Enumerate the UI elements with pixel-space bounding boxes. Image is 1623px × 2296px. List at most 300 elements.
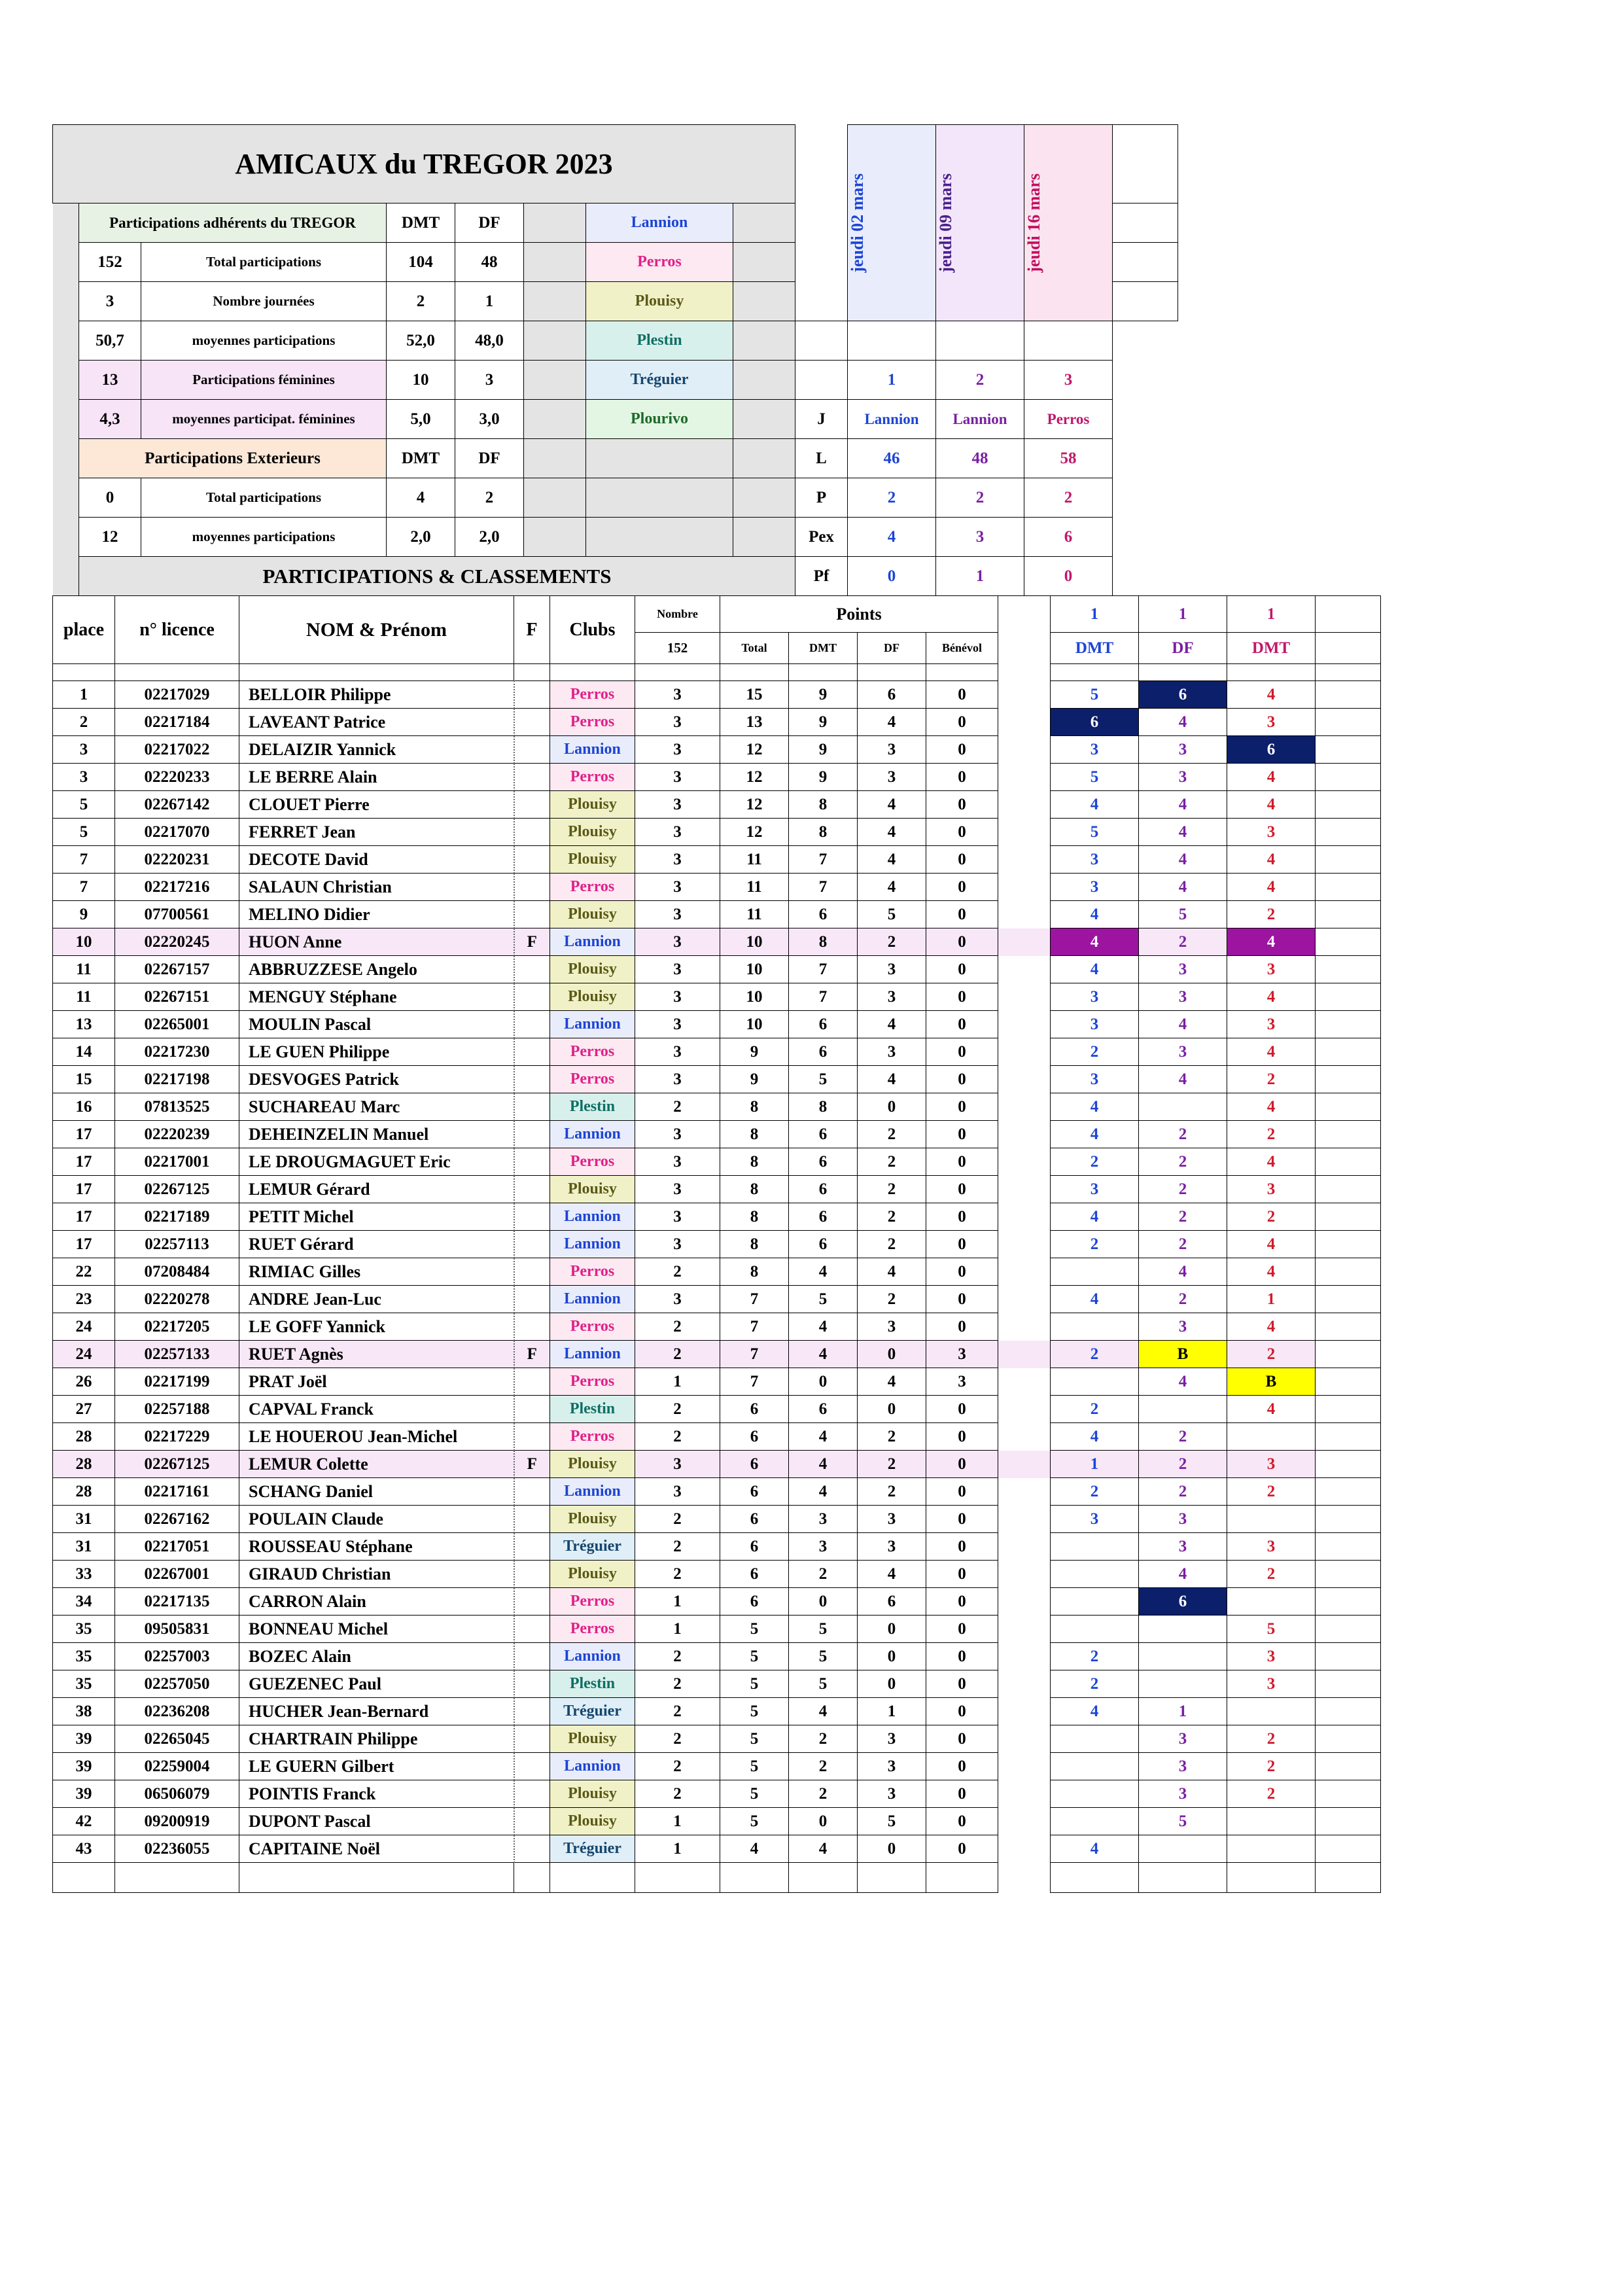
ext-col-dmt: DMT bbox=[387, 439, 455, 478]
cell-name: LE GUEN Philippe bbox=[239, 1038, 514, 1066]
cell-club: Plouisy bbox=[550, 846, 635, 874]
row-end bbox=[1316, 681, 1381, 709]
table-row[interactable] bbox=[53, 1753, 1381, 1780]
cell-day2: 2 bbox=[1139, 1203, 1227, 1231]
row-end bbox=[1316, 709, 1381, 736]
cell-name: ANDRE Jean-Luc bbox=[239, 1286, 514, 1313]
table-row[interactable] bbox=[53, 1616, 1381, 1643]
cell-f bbox=[514, 1506, 550, 1533]
cell-club: Plestin bbox=[550, 1670, 635, 1698]
cell-benevol: 0 bbox=[926, 874, 998, 901]
cell-day1: 2 bbox=[1051, 1038, 1139, 1066]
club-treguier: Tréguier bbox=[586, 361, 733, 400]
top-section bbox=[52, 124, 1178, 596]
table-row[interactable] bbox=[53, 1093, 1381, 1121]
table-row[interactable] bbox=[53, 928, 1381, 956]
daystat-count-2: 1 bbox=[1139, 596, 1227, 633]
cell-total: 13 bbox=[720, 709, 789, 736]
cell-nombre: 3 bbox=[635, 709, 720, 736]
cell-df: 6 bbox=[858, 1588, 926, 1616]
cell-benevol: 0 bbox=[926, 1616, 998, 1643]
cell-name: POINTIS Franck bbox=[239, 1780, 514, 1808]
cell-f bbox=[514, 1231, 550, 1258]
cell-f bbox=[514, 1643, 550, 1670]
cell-club: Plouisy bbox=[550, 819, 635, 846]
cell-nombre: 3 bbox=[635, 1011, 720, 1038]
cell-benevol: 0 bbox=[926, 1258, 998, 1286]
cell-dmt: 3 bbox=[789, 1506, 858, 1533]
daystat-P-2: 48 bbox=[936, 439, 1024, 478]
header-total: Total bbox=[720, 633, 789, 664]
cell-day3: 4 bbox=[1227, 928, 1316, 956]
cell-total: 7 bbox=[720, 1368, 789, 1396]
cell-dmt: 4 bbox=[789, 1341, 858, 1368]
cell-place: 35 bbox=[53, 1643, 115, 1670]
table-row[interactable] bbox=[53, 1066, 1381, 1093]
cell-licence: 02217199 bbox=[115, 1368, 239, 1396]
cell-f bbox=[514, 1808, 550, 1835]
cell-licence: 06506079 bbox=[115, 1780, 239, 1808]
cell-club: Plouisy bbox=[550, 791, 635, 819]
cell-place: 14 bbox=[53, 1038, 115, 1066]
spreadsheet bbox=[52, 124, 1459, 1893]
cell-licence: 02257003 bbox=[115, 1643, 239, 1670]
table-row[interactable] bbox=[53, 1698, 1381, 1725]
cell-benevol: 0 bbox=[926, 1725, 998, 1753]
participations-feminines-df: 3 bbox=[455, 361, 524, 400]
row-end bbox=[1316, 1753, 1381, 1780]
cell-day2: 3 bbox=[1139, 1313, 1227, 1341]
total-participations-label: Total participations bbox=[141, 243, 387, 282]
cell-day2: 4 bbox=[1139, 874, 1227, 901]
row-end bbox=[1316, 956, 1381, 983]
row-spacer bbox=[998, 1698, 1051, 1725]
table-row[interactable] bbox=[53, 846, 1381, 874]
cell-day3: 2 bbox=[1227, 1203, 1316, 1231]
row-spacer bbox=[998, 1561, 1051, 1588]
empty-cell bbox=[1113, 125, 1178, 203]
cell-day1: 1 bbox=[1051, 1451, 1139, 1478]
daystat-label-Pex: Pex bbox=[795, 518, 848, 557]
cell-club: Perros bbox=[550, 1038, 635, 1066]
daystat-label-L: L bbox=[795, 439, 848, 478]
table-row[interactable] bbox=[53, 1231, 1381, 1258]
cell-f bbox=[514, 1286, 550, 1313]
row-spacer bbox=[998, 1093, 1051, 1121]
cell-day2: 2 bbox=[1139, 1121, 1227, 1148]
cell-benevol: 0 bbox=[926, 1698, 998, 1725]
cell-benevol: 0 bbox=[926, 709, 998, 736]
row-end bbox=[1316, 1396, 1381, 1423]
table-row[interactable] bbox=[53, 1396, 1381, 1423]
cell-day3: 4 bbox=[1227, 791, 1316, 819]
table-row[interactable] bbox=[53, 1506, 1381, 1533]
cell-benevol: 0 bbox=[926, 1148, 998, 1176]
cell-club: Perros bbox=[550, 1313, 635, 1341]
row-spacer bbox=[998, 983, 1051, 1011]
table-row[interactable] bbox=[53, 1121, 1381, 1148]
cell-place: 11 bbox=[53, 956, 115, 983]
table-row[interactable] bbox=[53, 1038, 1381, 1066]
cell-club: Perros bbox=[550, 1066, 635, 1093]
club-lannion: Lannion bbox=[586, 203, 733, 243]
cell-place: 26 bbox=[53, 1368, 115, 1396]
cell-day2: 4 bbox=[1139, 1066, 1227, 1093]
cell-df: 5 bbox=[858, 1808, 926, 1835]
table-row[interactable] bbox=[53, 1258, 1381, 1286]
cell-nombre: 2 bbox=[635, 1506, 720, 1533]
cell-day3: 4 bbox=[1227, 846, 1316, 874]
cell-name: DEHEINZELIN Manuel bbox=[239, 1121, 514, 1148]
cell-nombre: 3 bbox=[635, 901, 720, 928]
cell-place: 24 bbox=[53, 1341, 115, 1368]
table-row[interactable] bbox=[53, 1148, 1381, 1176]
cell-club: Plouisy bbox=[550, 1176, 635, 1203]
cell-day2: 4 bbox=[1139, 1368, 1227, 1396]
cell-licence: 02257113 bbox=[115, 1231, 239, 1258]
table-row[interactable] bbox=[53, 1808, 1381, 1835]
cell-licence: 02267151 bbox=[115, 983, 239, 1011]
row-spacer bbox=[998, 1121, 1051, 1148]
nombre-journees-df: 1 bbox=[455, 282, 524, 321]
cell-day2: 2 bbox=[1139, 1286, 1227, 1313]
cell-name: LE DROUGMAGUET Eric bbox=[239, 1148, 514, 1176]
cell-licence: 02217230 bbox=[115, 1038, 239, 1066]
table-row[interactable] bbox=[53, 1670, 1381, 1698]
cell-df: 4 bbox=[858, 1368, 926, 1396]
cell-day2: 2 bbox=[1139, 1451, 1227, 1478]
daystat-count-1: 1 bbox=[1051, 596, 1139, 633]
cell-name: HUON Anne bbox=[239, 928, 514, 956]
header-df: DF bbox=[858, 633, 926, 664]
cell-nombre: 2 bbox=[635, 1670, 720, 1698]
cell-total: 10 bbox=[720, 956, 789, 983]
cell-day3: 6 bbox=[1227, 736, 1316, 764]
cell-dmt: 2 bbox=[789, 1753, 858, 1780]
cell-day3: 3 bbox=[1227, 819, 1316, 846]
cell-dmt: 0 bbox=[789, 1808, 858, 1835]
table-row[interactable] bbox=[53, 956, 1381, 983]
cell-benevol: 0 bbox=[926, 819, 998, 846]
cell-benevol: 0 bbox=[926, 1203, 998, 1231]
table-row[interactable] bbox=[53, 1835, 1381, 1863]
table-row[interactable] bbox=[53, 736, 1381, 764]
header-licence: n° licence bbox=[115, 596, 239, 664]
cell-df: 0 bbox=[858, 1396, 926, 1423]
daystat-L-1: Lannion bbox=[848, 400, 936, 439]
cell-club: Lannion bbox=[550, 1753, 635, 1780]
cell-place: 5 bbox=[53, 791, 115, 819]
cell-day1 bbox=[1051, 1780, 1139, 1808]
row-spacer bbox=[998, 1533, 1051, 1561]
table-row[interactable] bbox=[53, 681, 1381, 709]
row-spacer bbox=[998, 956, 1051, 983]
moy-participations-label: moyennes participations bbox=[141, 321, 387, 361]
cell-name: DECOTE David bbox=[239, 846, 514, 874]
cell-nombre: 3 bbox=[635, 764, 720, 791]
row-spacer bbox=[998, 901, 1051, 928]
cell-day2: 2 bbox=[1139, 1176, 1227, 1203]
table-row[interactable] bbox=[53, 901, 1381, 928]
cell-nombre: 1 bbox=[635, 1588, 720, 1616]
cell-club: Lannion bbox=[550, 736, 635, 764]
spacer bbox=[795, 125, 848, 203]
table-row[interactable] bbox=[53, 1176, 1381, 1203]
adherents-header: Participations adhérents du TREGOR bbox=[79, 203, 387, 243]
cell-day1: 4 bbox=[1051, 928, 1139, 956]
cell-nombre: 3 bbox=[635, 1203, 720, 1231]
cell-licence: 02236208 bbox=[115, 1698, 239, 1725]
row-spacer bbox=[998, 1423, 1051, 1451]
row-end bbox=[1316, 1203, 1381, 1231]
table-row[interactable] bbox=[53, 1561, 1381, 1588]
cell-nombre: 3 bbox=[635, 819, 720, 846]
cell-f: F bbox=[514, 928, 550, 956]
daystat-label-Pf: Pf bbox=[795, 557, 848, 596]
cell-day2: 4 bbox=[1139, 1258, 1227, 1286]
cell-licence: 02217229 bbox=[115, 1423, 239, 1451]
cell-benevol: 0 bbox=[926, 1423, 998, 1451]
cell-dmt: 4 bbox=[789, 1835, 858, 1863]
cell-dmt: 6 bbox=[789, 1038, 858, 1066]
cell-club: Lannion bbox=[550, 1231, 635, 1258]
cell-place: 17 bbox=[53, 1121, 115, 1148]
cell-dmt: 7 bbox=[789, 983, 858, 1011]
cell-day3: 3 bbox=[1227, 1011, 1316, 1038]
table-row[interactable] bbox=[53, 1203, 1381, 1231]
cell-licence: 02265001 bbox=[115, 1011, 239, 1038]
cell-name: LE GOFF Yannick bbox=[239, 1313, 514, 1341]
cell-nombre: 3 bbox=[635, 1286, 720, 1313]
cell-dmt: 0 bbox=[789, 1588, 858, 1616]
table-row[interactable] bbox=[53, 1725, 1381, 1753]
cell-nombre: 2 bbox=[635, 1725, 720, 1753]
cell-df: 2 bbox=[858, 1423, 926, 1451]
row-spacer bbox=[998, 1011, 1051, 1038]
cell-day3: 2 bbox=[1227, 1341, 1316, 1368]
cell-day3: 4 bbox=[1227, 1093, 1316, 1121]
table-row[interactable] bbox=[53, 791, 1381, 819]
cell-licence: 02267157 bbox=[115, 956, 239, 983]
table-row[interactable] bbox=[53, 1533, 1381, 1561]
cell-place: 39 bbox=[53, 1780, 115, 1808]
cell-benevol: 0 bbox=[926, 1121, 998, 1148]
cell-place: 17 bbox=[53, 1203, 115, 1231]
cell-benevol: 0 bbox=[926, 846, 998, 874]
daystat-type-2: DF bbox=[1139, 633, 1227, 664]
cell-benevol: 3 bbox=[926, 1368, 998, 1396]
cell-day3: 3 bbox=[1227, 709, 1316, 736]
daystat-type-1: DMT bbox=[1051, 633, 1139, 664]
daystat-label-J: J bbox=[795, 400, 848, 439]
table-row[interactable] bbox=[53, 1341, 1381, 1368]
row-end bbox=[1316, 1835, 1381, 1863]
cell-benevol: 0 bbox=[926, 1753, 998, 1780]
row-spacer bbox=[998, 1368, 1051, 1396]
cell-nombre: 3 bbox=[635, 1231, 720, 1258]
cell-day1 bbox=[1051, 1588, 1139, 1616]
cell-place: 38 bbox=[53, 1698, 115, 1725]
cell-day3: 5 bbox=[1227, 1616, 1316, 1643]
cell-f bbox=[514, 736, 550, 764]
cell-name: LAVEANT Patrice bbox=[239, 709, 514, 736]
table-row[interactable] bbox=[53, 1286, 1381, 1313]
cell-licence: 02217051 bbox=[115, 1533, 239, 1561]
table-row[interactable] bbox=[53, 709, 1381, 736]
cell-licence: 02267125 bbox=[115, 1451, 239, 1478]
cell-df: 2 bbox=[858, 1451, 926, 1478]
table-row[interactable] bbox=[53, 983, 1381, 1011]
total-participations-value: 152 bbox=[79, 243, 141, 282]
cell-nombre: 3 bbox=[635, 928, 720, 956]
cell-place: 27 bbox=[53, 1396, 115, 1423]
cell-day1: 4 bbox=[1051, 1698, 1139, 1725]
cell-name: LE HOUEROU Jean-Michel bbox=[239, 1423, 514, 1451]
cell-f bbox=[514, 1258, 550, 1286]
cell-club: Perros bbox=[550, 1258, 635, 1286]
cell-day2 bbox=[1139, 1643, 1227, 1670]
cell-place: 11 bbox=[53, 983, 115, 1011]
row-spacer bbox=[998, 709, 1051, 736]
cell-benevol: 0 bbox=[926, 1451, 998, 1478]
nombre-journees-label: Nombre journées bbox=[141, 282, 387, 321]
cell-day2: 3 bbox=[1139, 1753, 1227, 1780]
cell-name: RUET Agnès bbox=[239, 1341, 514, 1368]
table-row[interactable] bbox=[53, 1313, 1381, 1341]
table-row[interactable] bbox=[53, 1588, 1381, 1616]
cell-df: 4 bbox=[858, 1561, 926, 1588]
margin bbox=[53, 203, 79, 243]
cell-name: CARRON Alain bbox=[239, 1588, 514, 1616]
cell-df: 2 bbox=[858, 1121, 926, 1148]
table-row[interactable] bbox=[53, 764, 1381, 791]
cell-licence: 07813525 bbox=[115, 1093, 239, 1121]
table-row[interactable] bbox=[53, 1643, 1381, 1670]
table-row[interactable] bbox=[53, 1451, 1381, 1478]
table-row[interactable] bbox=[53, 1011, 1381, 1038]
cell-dmt: 8 bbox=[789, 1093, 858, 1121]
cell-dmt: 6 bbox=[789, 901, 858, 928]
cell-licence: 02220239 bbox=[115, 1121, 239, 1148]
cell-club: Plouisy bbox=[550, 956, 635, 983]
cell-dmt: 3 bbox=[789, 1533, 858, 1561]
table-row[interactable] bbox=[53, 874, 1381, 901]
table-row[interactable] bbox=[53, 1478, 1381, 1506]
row-end bbox=[1316, 901, 1381, 928]
cell-day3: 2 bbox=[1227, 1478, 1316, 1506]
row-spacer bbox=[998, 819, 1051, 846]
cell-licence: 02220245 bbox=[115, 928, 239, 956]
cell-total: 7 bbox=[720, 1313, 789, 1341]
table-row[interactable] bbox=[53, 1780, 1381, 1808]
cell-licence: 09200919 bbox=[115, 1808, 239, 1835]
cell-dmt: 7 bbox=[789, 874, 858, 901]
moy-feminines-dmt: 5,0 bbox=[387, 400, 455, 439]
cell-f bbox=[514, 681, 550, 709]
row-end bbox=[1316, 983, 1381, 1011]
cell-total: 5 bbox=[720, 1780, 789, 1808]
cell-place: 43 bbox=[53, 1835, 115, 1863]
cell-f bbox=[514, 1780, 550, 1808]
cell-day1: 5 bbox=[1051, 681, 1139, 709]
cell-total: 15 bbox=[720, 681, 789, 709]
row-spacer bbox=[998, 1643, 1051, 1670]
cell-benevol: 0 bbox=[926, 1066, 998, 1093]
gap bbox=[524, 203, 586, 243]
row-spacer bbox=[998, 1506, 1051, 1533]
cell-dmt: 4 bbox=[789, 1451, 858, 1478]
cell-f bbox=[514, 1093, 550, 1121]
cell-day2: 4 bbox=[1139, 1561, 1227, 1588]
cell-place: 28 bbox=[53, 1451, 115, 1478]
cell-df: 1 bbox=[858, 1698, 926, 1725]
cell-f bbox=[514, 1533, 550, 1561]
row-end bbox=[1316, 1478, 1381, 1506]
cell-nombre: 1 bbox=[635, 1835, 720, 1863]
daystat-Pf-1: 4 bbox=[848, 518, 936, 557]
cell-total: 6 bbox=[720, 1561, 789, 1588]
cell-name: POULAIN Claude bbox=[239, 1506, 514, 1533]
cell-df: 4 bbox=[858, 874, 926, 901]
daystat-Pf-2: 3 bbox=[936, 518, 1024, 557]
daystat-Pfex-1: 0 bbox=[848, 557, 936, 596]
cell-total: 5 bbox=[720, 1616, 789, 1643]
row-end bbox=[1316, 1286, 1381, 1313]
cell-licence: 02267162 bbox=[115, 1506, 239, 1533]
cell-total: 6 bbox=[720, 1396, 789, 1423]
row-spacer bbox=[998, 681, 1051, 709]
cell-day3: 4 bbox=[1227, 1231, 1316, 1258]
cell-df: 3 bbox=[858, 1313, 926, 1341]
col-df: DF bbox=[455, 203, 524, 243]
row-spacer bbox=[998, 846, 1051, 874]
cell-nombre: 3 bbox=[635, 846, 720, 874]
cell-f: F bbox=[514, 1341, 550, 1368]
cell-df: 0 bbox=[858, 1643, 926, 1670]
cell-dmt: 0 bbox=[789, 1368, 858, 1396]
table-row[interactable] bbox=[53, 1368, 1381, 1396]
header-dmt: DMT bbox=[789, 633, 858, 664]
cell-day1: 2 bbox=[1051, 1148, 1139, 1176]
cell-name: RUET Gérard bbox=[239, 1231, 514, 1258]
cell-benevol: 0 bbox=[926, 1313, 998, 1341]
cell-licence: 02265045 bbox=[115, 1725, 239, 1753]
cell-day2 bbox=[1139, 1093, 1227, 1121]
cell-df: 4 bbox=[858, 1011, 926, 1038]
cell-day1: 2 bbox=[1051, 1396, 1139, 1423]
cell-club: Lannion bbox=[550, 928, 635, 956]
daystat-Pfex-3: 0 bbox=[1024, 557, 1113, 596]
row-spacer bbox=[998, 791, 1051, 819]
cell-licence: 07208484 bbox=[115, 1258, 239, 1286]
cell-licence: 02217001 bbox=[115, 1148, 239, 1176]
cell-club: Lannion bbox=[550, 1341, 635, 1368]
cell-total: 8 bbox=[720, 1148, 789, 1176]
table-row[interactable] bbox=[53, 819, 1381, 846]
daystat-J-1: 1 bbox=[848, 361, 936, 400]
row-end bbox=[1316, 1643, 1381, 1670]
cell-day1 bbox=[1051, 1561, 1139, 1588]
cell-day3: 4 bbox=[1227, 1258, 1316, 1286]
cell-day1: 6 bbox=[1051, 709, 1139, 736]
cell-club: Perros bbox=[550, 1588, 635, 1616]
cell-df: 0 bbox=[858, 1835, 926, 1863]
cell-day1: 4 bbox=[1051, 1835, 1139, 1863]
cell-df: 3 bbox=[858, 736, 926, 764]
cell-df: 4 bbox=[858, 1066, 926, 1093]
table-row[interactable] bbox=[53, 1423, 1381, 1451]
cell-nombre: 3 bbox=[635, 736, 720, 764]
